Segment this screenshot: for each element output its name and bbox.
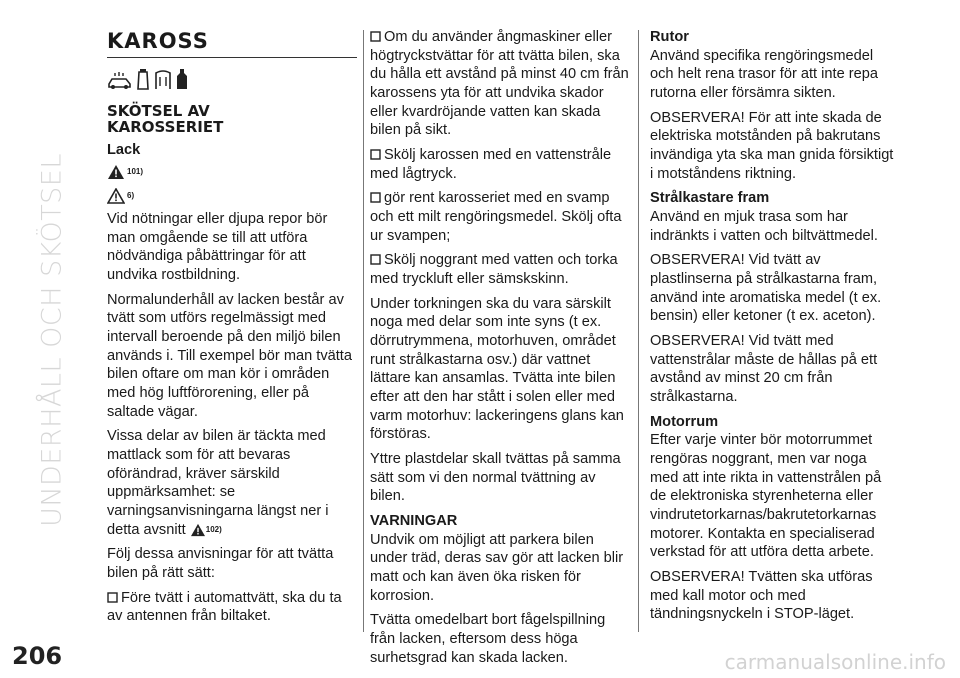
section-title-line-1: SKÖTSEL AV: [107, 101, 210, 120]
page-number: 206: [12, 642, 63, 670]
paragraph: Använd en mjuk trasa som har indränkts i vatten och biltvättmedel.: [650, 209, 878, 244]
warning-reference: [107, 162, 357, 182]
subheading-rutor: Rutor: [650, 29, 689, 45]
paragraph: OBSERVERA! För att inte skada de elektriska motstånden på bakrutans invändiga yta ska man gnida försiktigt i motståndens riktning.: [650, 109, 894, 182]
bullet-item: [370, 28, 629, 140]
column-divider: [638, 30, 639, 632]
chapter-title: KAROSS: [107, 28, 357, 58]
car-wash-icon: [107, 70, 133, 90]
paragraph: Vid nötningar eller djupa repor bör man omgående se till att utföra nödvändiga påbättringar för att undvika rostbildning.: [107, 211, 328, 284]
bullet-item: [370, 146, 629, 183]
paragraph-text: Vissa delar av bilen är täckta med mattlack som för att bevaras oförändrad, kräver särskild uppmärksamhet: se varningsanvisningarna längst ner i detta avsnitt: [107, 428, 329, 538]
subheading-motorrum: Motorrum: [650, 413, 719, 430]
bullet-item: [107, 589, 357, 626]
checkbox-bullet-icon: [370, 31, 381, 42]
chapter-side-title: UNDERHÅLL OCH SKÖTSEL: [36, 153, 68, 527]
section-title-line-2: KAROSSERIET: [107, 117, 224, 136]
paragraph: OBSERVERA! Vid tvätt med vattenstrålar måste de hållas på ett avstånd av minst 20 cm från strålkastarna.: [650, 333, 878, 406]
inline-warning-reference: [190, 523, 222, 537]
service-icons: [107, 66, 357, 90]
column-1: [107, 28, 357, 632]
note-reference: [107, 186, 357, 206]
column-3: [650, 28, 895, 630]
subheading-headlights: Strålkastare fram: [650, 190, 770, 207]
paragraph: Under torkningen ska du vara särskilt noga med delar som inte syns (t ex. dörrutrymmena, motorhuven, området runt strålkastarna osv.) där vattnet lättare kan ansamlas. Tvätta inte bilen efter att den har stått i solen eller med varm motorhuv: lackeringens glans kan förstöras.: [370, 295, 624, 443]
paragraph: OBSERVERA! Tvätten ska utföras med kall motor och med tändningsnyckeln i STOP-läget.: [650, 569, 873, 623]
warning-triangle-icon: [107, 164, 125, 180]
paragraph: Följ dessa anvisningar för att tvätta bilen på rätt sätt:: [107, 546, 334, 582]
column-divider: [363, 30, 364, 632]
caution-triangle-icon: [107, 188, 125, 204]
reference-number: 102): [205, 524, 222, 534]
glass-cleaner-icon: [135, 68, 151, 90]
watermark: carmanualsonline.info: [724, 650, 946, 674]
paragraph: Yttre plastdelar skall tvättas på samma sätt som vi den normal tvättning av bilen.: [370, 451, 621, 505]
bullet-text: Skölj noggrant med vatten och torka med tryckluft eller sämskskinn.: [370, 252, 618, 288]
paragraph: Tvätta omedelbart bort fågelspillning från lacken, eftersom dess höga surhetsgrad kan skada lacken.: [370, 612, 606, 666]
reference-number: 6): [127, 190, 135, 200]
bullet-item: [370, 189, 629, 245]
column-2: [370, 28, 629, 674]
bullet-text: Skölj karossen med en vattenstråle med lågtryck.: [370, 147, 612, 182]
bottle-icon: [175, 68, 189, 90]
warnings-heading: VARNINGAR: [370, 513, 458, 530]
warning-triangle-icon: [190, 523, 206, 537]
paragraph: Efter varje vinter bör motorrummet rengöras noggrant, men var noga med att inte rikta in vattenstrålen på de elektroniska styrenheterna eller vindrutetorkarnas/bakrutetorkarnas motorer. Kontakta en specialiserad verkstad för att utföra detta arbete.: [650, 432, 882, 561]
bullet-item: [370, 251, 629, 288]
paragraph: Använd specifika rengöringsmedel och helt rena trasor för att inte repa rutorna eller försämra sikten.: [650, 47, 878, 102]
paragraph-matt-lack: [107, 427, 357, 539]
bullet-text: Om du använder ångmaskiner eller högtryckstvättar för att tvätta bilen, ska du hålla ett avstånd på minst 40 cm från karossens yta för att undvika skador eller kvardröjande vatten kan skada bilen på sikt.: [370, 29, 629, 139]
wiper-icon: [153, 68, 173, 90]
checkbox-bullet-icon: [370, 149, 381, 160]
paragraph: OBSERVERA! Vid tvätt av plastlinserna på strålkastarna fram, använd inte aromatiska medel (t ex. bensin) eller ketoner (t ex. aceton).: [650, 252, 882, 325]
bullet-text: Före tvätt i automattvätt, ska du ta av antennen från biltaket.: [107, 589, 342, 625]
subheading-lack: Lack: [107, 142, 141, 159]
paragraph: Normalunderhåll av lacken består av tvätt som utförs regelmässigt med intervall beroende på den miljö bilen används i. Till exempel bör man tvätta bilen oftare om man kör i områden med hög luftförorening, eller på saltade vägar.: [107, 291, 352, 420]
reference-number: 101): [127, 166, 144, 176]
paragraph: Undvik om möjligt att parkera bilen under träd, deras sav gör att lacken blir matt och kan även öka risken för korrosion.: [370, 531, 624, 604]
checkbox-bullet-icon: [370, 192, 381, 203]
bullet-text: gör rent karosseriet med en svamp och ett milt rengöringsmedel. Skölj ofta ur svampen;: [370, 190, 622, 244]
section-title: [107, 101, 357, 136]
checkbox-bullet-icon: [370, 254, 381, 265]
checkbox-bullet-icon: [107, 592, 118, 603]
